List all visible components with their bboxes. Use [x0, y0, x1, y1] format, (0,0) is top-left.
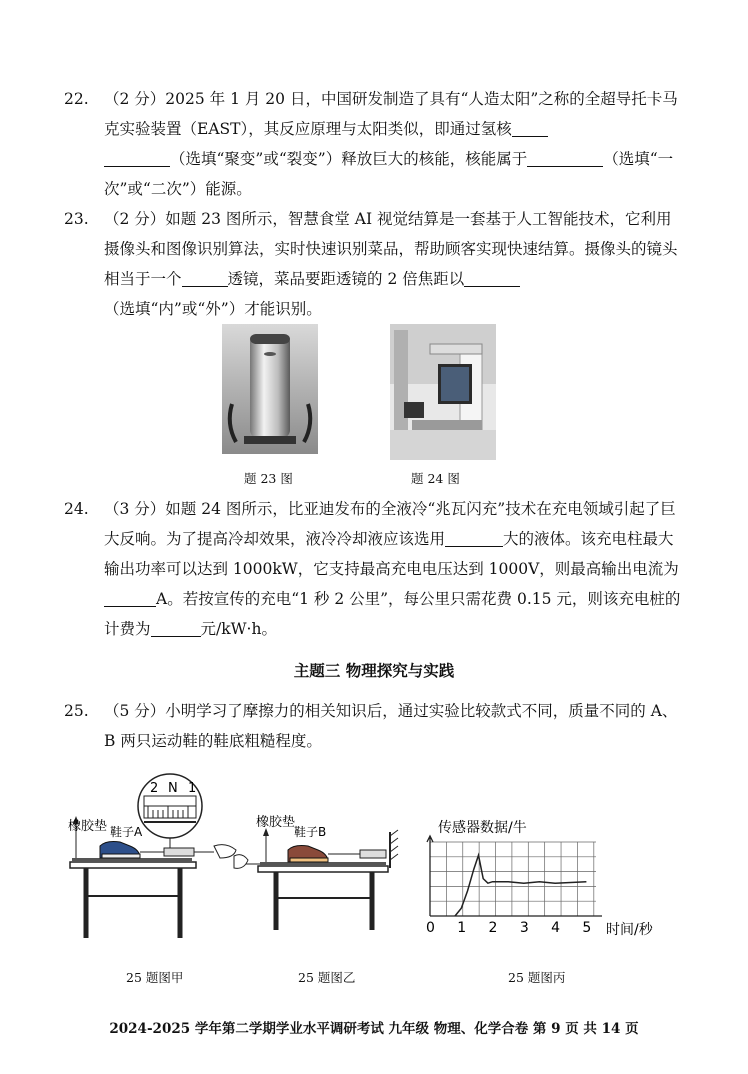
x-tick-label: 2	[488, 920, 498, 936]
answer-blank[interactable]	[151, 620, 201, 637]
pad-label: 橡胶垫	[68, 819, 108, 834]
chart-ylabel: 传感器数据/牛	[438, 820, 527, 836]
question-number: 23.	[64, 210, 89, 228]
figure-25-jia	[64, 772, 244, 942]
question-number: 24.	[64, 500, 89, 518]
figure-23-photo	[222, 324, 318, 454]
figure-25-bing-caption: 25 题图丙	[508, 970, 566, 985]
chart-ticks	[426, 920, 591, 936]
figure-24-photo	[390, 324, 496, 460]
gauge-label-1: 1	[188, 781, 197, 796]
answer-blank[interactable]	[512, 120, 548, 137]
answer-blank[interactable]	[182, 270, 228, 287]
question-text: A。若按宣传的充电“1 秒 2 公里”，每公里只需花费 0.15 元，则该充电桩的计费为	[104, 590, 681, 638]
question-23	[64, 204, 682, 324]
chart-xlabel: 时间/秒	[606, 922, 653, 938]
question-25	[64, 696, 682, 756]
chart-grid	[430, 842, 596, 916]
question-text: （选填“内”或“外”）才能识别。	[104, 300, 322, 318]
answer-blank[interactable]	[445, 530, 503, 547]
shoe-label: 鞋子B	[294, 825, 327, 839]
question-text: （5 分）小明学习了摩擦力的相关知识后，通过实验比较款式不同，质量不同的 A、B 两只运动鞋的鞋底粗糙程度。	[104, 702, 678, 750]
answer-blank[interactable]	[104, 590, 156, 607]
chart-axes	[427, 836, 602, 916]
figure-25-jia-caption: 25 题图甲	[126, 970, 184, 985]
figure-24-caption: 题 24 图	[411, 471, 460, 486]
question-number: 22.	[64, 90, 89, 108]
chart-series-line	[455, 855, 586, 916]
question-text: （2 分）2025 年 1 月 20 日，中国研发制造了具有“人造太阳”之称的全超导托卡马克实验装置（EAST），其反应原理与太阳类似，即通过氢核	[104, 90, 678, 138]
question-text: （2 分）如题 23 图所示，智慧食堂 AI 视觉结算是一套基于人工智能技术，它利用摄像头和图像识别算法，实时快速识别菜品，帮助顾客实现快速结算。摄像头的镜头相当于一个	[104, 210, 678, 288]
answer-blank[interactable]	[104, 150, 170, 167]
y-axis	[427, 836, 433, 916]
pad-label: 橡胶垫	[256, 815, 296, 830]
question-text: （选填“一次”或“二次”）能源。	[104, 150, 674, 198]
question-24	[64, 494, 682, 644]
answer-blank[interactable]	[527, 150, 603, 167]
question-22	[64, 84, 682, 204]
question-text: 元/kW·h。	[200, 620, 277, 638]
gauge-label-2: 2	[150, 781, 159, 796]
section-title: 主题三 物理探究与实践	[293, 662, 455, 680]
figure-25-yi	[232, 812, 408, 932]
question-number: 25.	[64, 702, 89, 720]
x-tick-label: 1	[457, 920, 467, 936]
x-tick-label: 5	[582, 920, 592, 936]
x-tick-label: 4	[551, 920, 561, 936]
page-footer: 2024-2025 学年第二学期学业水平调研考试 九年级 物理、化学合卷 第 9 页 共 14 页	[109, 1021, 639, 1037]
x-tick-label: 0	[426, 920, 435, 936]
question-text: （3 分）如题 24 图所示，比亚迪发布的全液冷“兆瓦闪充”技术在充电领域引起了巨大反响。为了提高冷却效果，液冷冷却液应该选用	[104, 500, 676, 548]
figure-25-yi-caption: 25 题图乙	[298, 970, 356, 985]
question-text: 透镜，菜品要距透镜的 2 倍焦距以	[227, 270, 465, 288]
x-tick-label: 3	[519, 920, 529, 936]
shoe-label: 鞋子A	[110, 825, 143, 839]
gauge-label-N: N	[168, 781, 178, 796]
question-text: 大的液体。该充电柱最大输出功率可以达到 1000kW，它支持最高充电电压达到 1000V，则最高输出电流为	[104, 530, 679, 578]
answer-blank[interactable]	[464, 270, 520, 287]
figure-25-bing-chart	[412, 812, 682, 942]
figure-23-caption: 题 23 图	[244, 471, 293, 486]
question-text: （选填“聚变”或“裂变”）释放巨大的核能，核能属于	[170, 150, 528, 168]
